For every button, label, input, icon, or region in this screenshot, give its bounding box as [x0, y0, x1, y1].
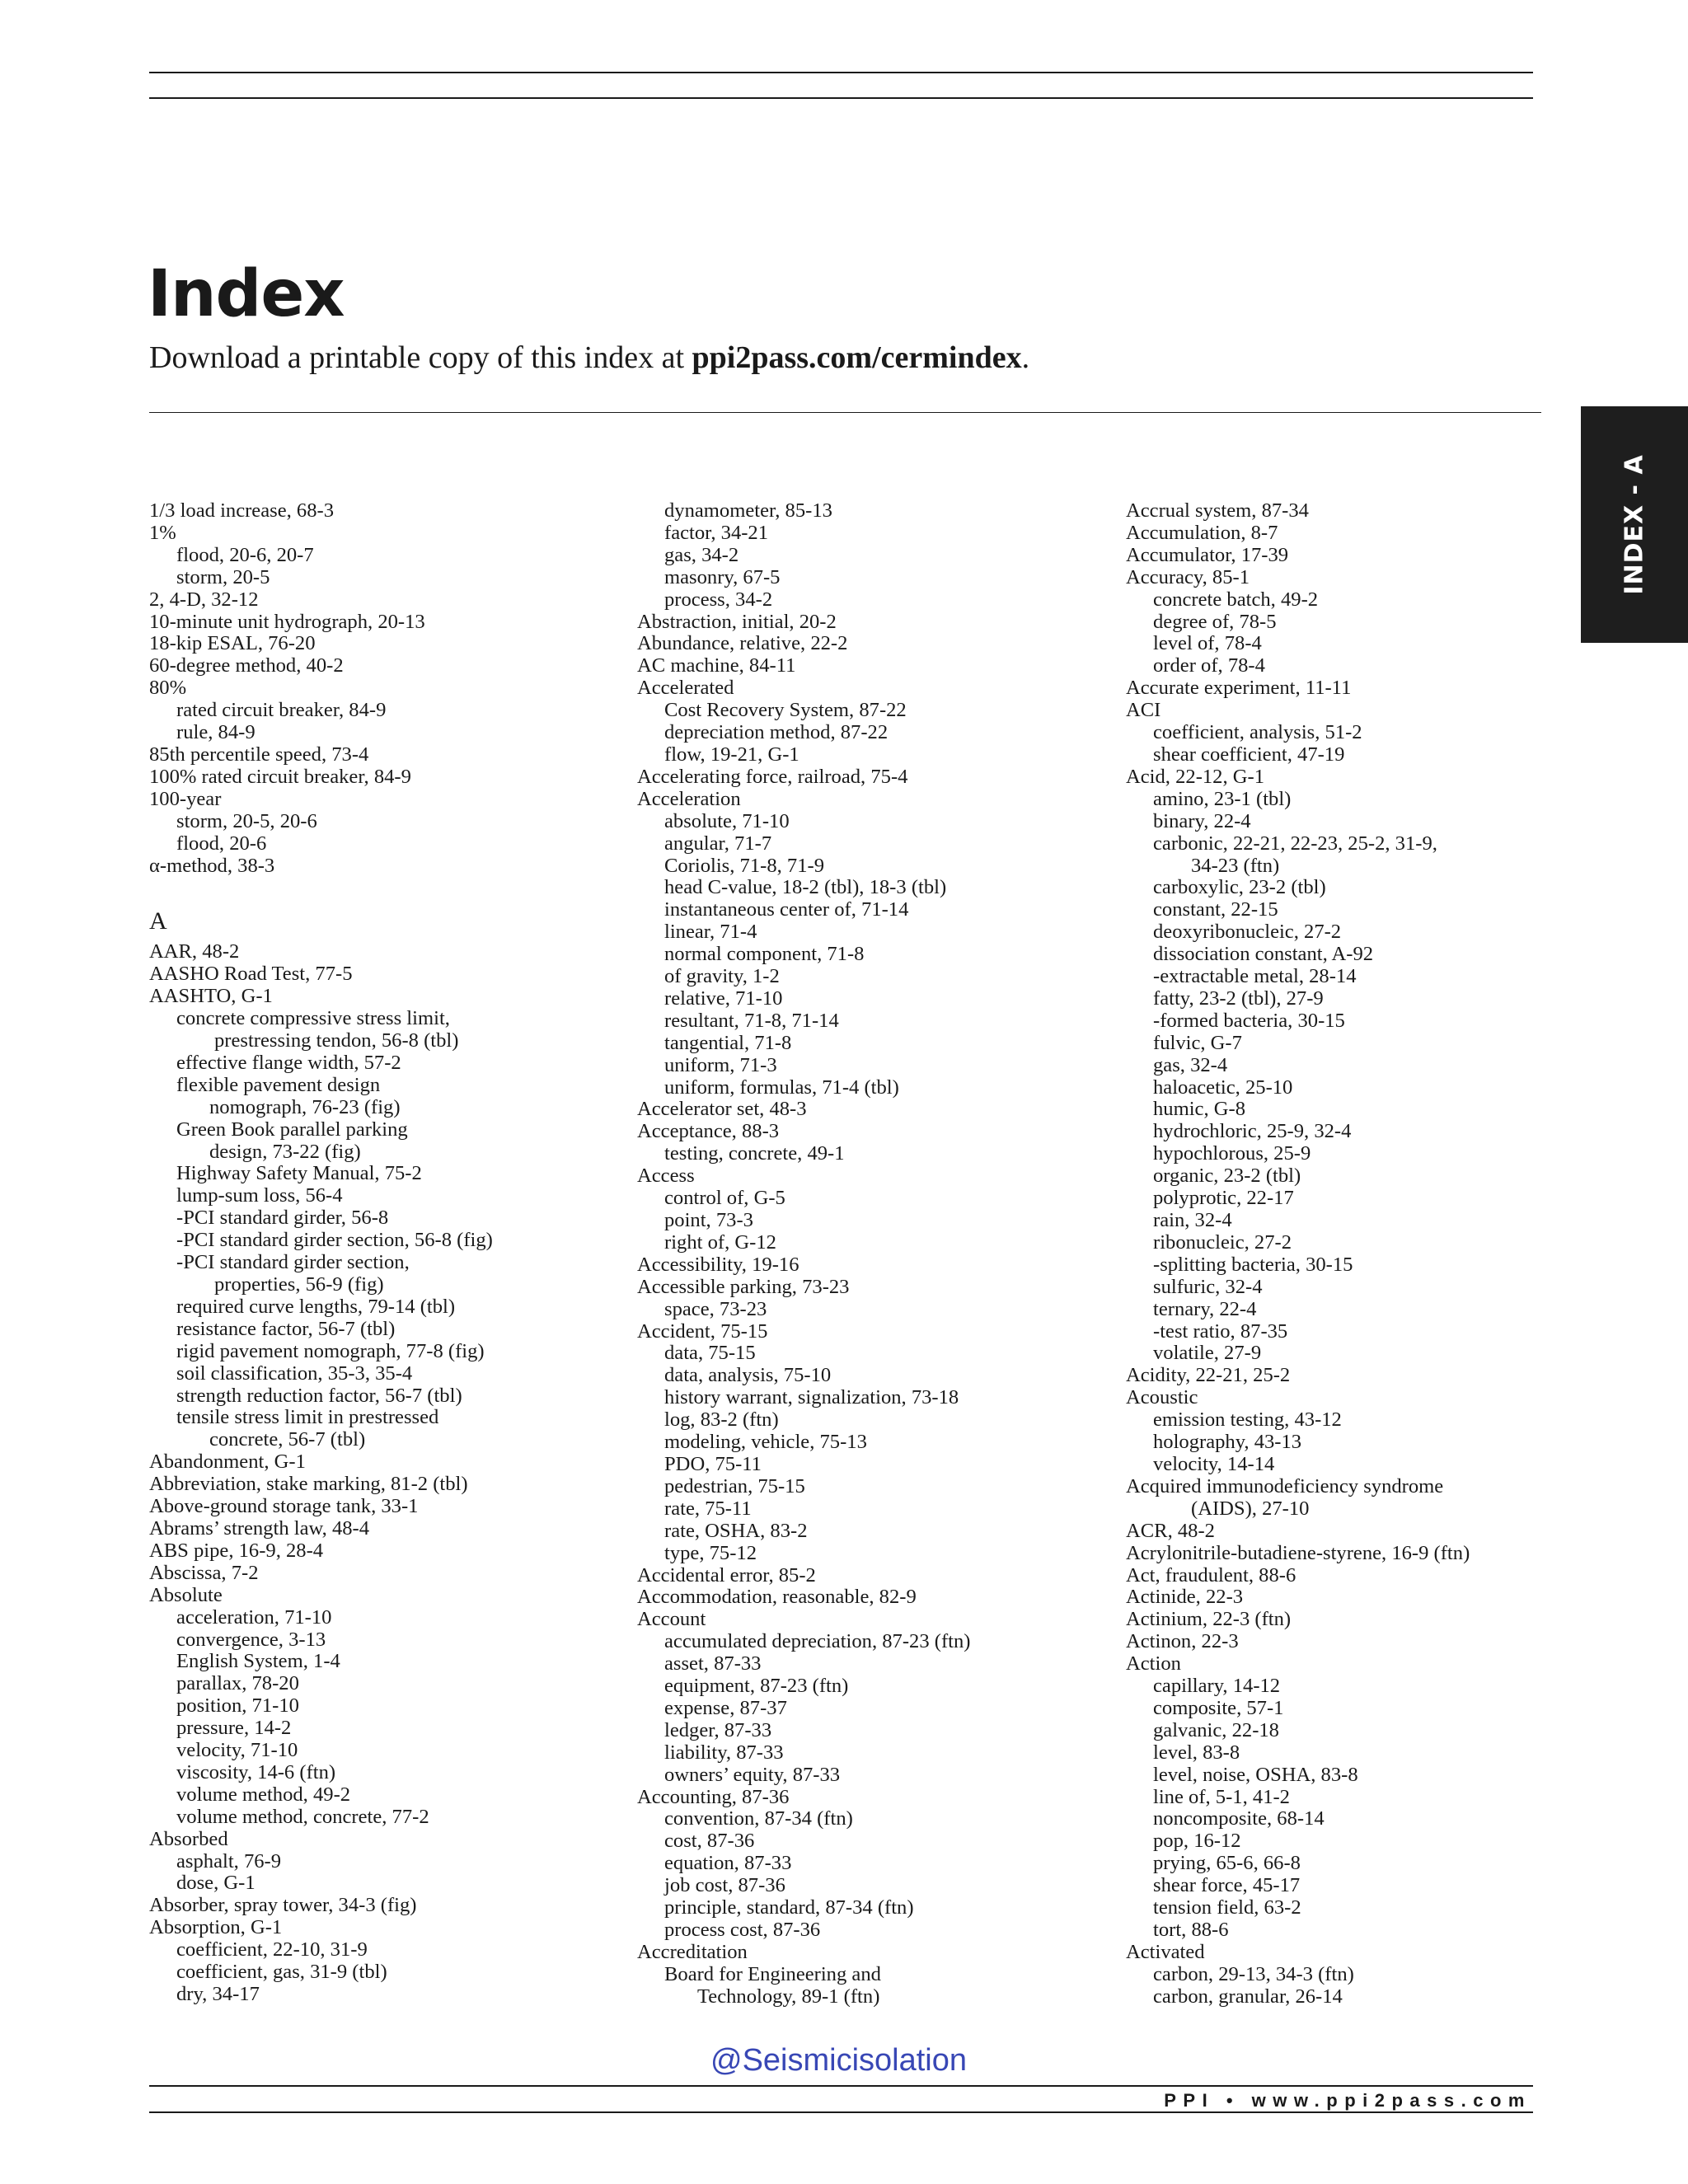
- index-subentry: uniform, formulas, 71-4 (tbl): [664, 1076, 899, 1099]
- index-subentry: degree of, 78-5: [1153, 610, 1277, 633]
- index-subentry: flood, 20-6: [176, 832, 267, 855]
- index-subentry: volume method, concrete, 77-2: [176, 1805, 429, 1828]
- index-entry: Accident, 75-15: [637, 1319, 768, 1343]
- index-subentry: prying, 65-6, 66-8: [1153, 1852, 1301, 1875]
- index-subentry: convergence, 3-13: [176, 1628, 326, 1651]
- index-subentry: rate, OSHA, 83-2: [664, 1519, 808, 1542]
- index-subentry: organic, 23-2 (tbl): [1153, 1165, 1301, 1188]
- index-entry: Accumulation, 8-7: [1126, 521, 1278, 544]
- index-subentry: flood, 20-6, 20-7: [176, 543, 314, 566]
- index-entry: Accrual system, 87-34: [1126, 499, 1309, 522]
- index-entry: α-method, 38-3: [149, 854, 275, 877]
- index-entry: 10-minute unit hydrograph, 20-13: [149, 610, 425, 633]
- index-subentry: ledger, 87-33: [664, 1718, 772, 1741]
- index-subentry: principle, standard, 87-34 (ftn): [664, 1896, 914, 1919]
- index-subentry: tension field, 63-2: [1153, 1896, 1301, 1919]
- index-entry: Accumulator, 17-39: [1126, 543, 1289, 566]
- index-entry: Absorber, spray tower, 34-3 (fig): [149, 1894, 417, 1917]
- index-subentry: dose, G-1: [176, 1872, 256, 1895]
- index-subentry: volatile, 27-9: [1153, 1342, 1262, 1365]
- index-entry: Acceptance, 88-3: [637, 1120, 780, 1143]
- index-entry: 1/3 load increase, 68-3: [149, 499, 334, 522]
- index-subentry: modeling, vehicle, 75-13: [664, 1431, 867, 1454]
- index-entry: Access: [637, 1165, 695, 1188]
- index-subentry: coefficient, gas, 31-9 (tbl): [176, 1961, 387, 1984]
- index-subentry: relative, 71-10: [664, 987, 783, 1010]
- index-entry: Accounting, 87-36: [637, 1785, 790, 1808]
- index-entry: Acid, 22-12, G-1: [1126, 765, 1265, 788]
- index-subentry: velocity, 71-10: [176, 1739, 298, 1762]
- index-entry: Action: [1126, 1652, 1181, 1675]
- index-entry: Abrams’ strength law, 48-4: [149, 1516, 370, 1540]
- index-subentry: position, 71-10: [176, 1694, 299, 1718]
- index-subentry: lump-sum loss, 56-4: [176, 1184, 343, 1207]
- index-entry: Acoustic: [1126, 1386, 1198, 1409]
- index-subentry: carbon, granular, 26-14: [1153, 1985, 1343, 2008]
- index-entry: 1%: [149, 521, 176, 544]
- index-entry: Acquired immunodeficiency syndrome: [1126, 1474, 1444, 1497]
- index-subentry: dissociation constant, A-92: [1153, 943, 1374, 966]
- download-note: [149, 338, 1029, 377]
- index-subentry: resultant, 71-8, 71-14: [664, 1009, 839, 1032]
- index-entry: ABS pipe, 16-9, 28-4: [149, 1539, 324, 1562]
- index-entry: Actinide, 22-3: [1126, 1586, 1244, 1609]
- index-subentry: depreciation method, 87-22: [664, 721, 889, 744]
- index-subentry: strength reduction factor, 56-7 (tbl): [176, 1384, 462, 1407]
- index-subentry: polyprotic, 22-17: [1153, 1187, 1294, 1210]
- index-subentry: masonry, 67-5: [664, 565, 781, 588]
- index-subentry: liability, 87-33: [664, 1741, 784, 1764]
- page-title: Index: [148, 257, 345, 331]
- index-subentry: carbonic, 22-21, 22-23, 25-2, 31-9,: [1153, 832, 1437, 855]
- index-subentry: control of, G-5: [664, 1187, 785, 1210]
- index-column-1: [149, 500, 627, 2006]
- index-subentry: soil classification, 35-3, 35-4: [176, 1361, 413, 1385]
- index-entry: 85th percentile speed, 73-4: [149, 743, 369, 766]
- index-subentry: volume method, 49-2: [176, 1783, 351, 1806]
- index-section-letter: A: [149, 907, 167, 935]
- index-subentry: concrete compressive stress limit,: [176, 1007, 450, 1030]
- header-divider: [149, 412, 1541, 413]
- index-subentry: PDO, 75-11: [664, 1452, 762, 1475]
- index-subentry: carboxylic, 23-2 (tbl): [1153, 876, 1326, 899]
- index-subentry: right of, G-12: [664, 1230, 776, 1254]
- index-subentry: amino, 23-1 (tbl): [1153, 787, 1292, 810]
- index-subentry: tangential, 71-8: [664, 1031, 792, 1054]
- index-subentry: owners’ equity, 87-33: [664, 1763, 841, 1786]
- index-subentry: ternary, 22-4: [1153, 1297, 1257, 1320]
- index-subentry: ribonucleic, 27-2: [1153, 1230, 1292, 1254]
- index-subentry: 34-23 (ftn): [1191, 854, 1280, 877]
- index-subentry: concrete, 56-7 (tbl): [209, 1428, 366, 1451]
- index-subentry: Green Book parallel parking: [176, 1118, 408, 1141]
- index-subentry: level, 83-8: [1153, 1741, 1240, 1764]
- index-subentry: required curve lengths, 79-14 (tbl): [176, 1295, 456, 1318]
- index-subentry: flow, 19-21, G-1: [664, 743, 799, 766]
- download-link[interactable]: ppi2pass.com/cermindex: [692, 340, 1022, 375]
- index-subentry: angular, 71-7: [664, 832, 772, 855]
- footer-rule-bottom: [149, 2111, 1533, 2113]
- index-subentry: flexible pavement design: [176, 1073, 381, 1096]
- index-subentry: cost, 87-36: [664, 1830, 755, 1853]
- index-subentry: design, 73-22 (fig): [209, 1140, 361, 1163]
- index-subentry: acceleration, 71-10: [176, 1605, 332, 1629]
- index-subentry: coefficient, 22-10, 31-9: [176, 1938, 368, 1961]
- index-entry: Abstraction, initial, 20-2: [637, 610, 837, 633]
- index-entry: Accurate experiment, 11-11: [1126, 677, 1352, 700]
- index-subentry: -splitting bacteria, 30-15: [1153, 1253, 1353, 1276]
- index-entry: 18-kip ESAL, 76-20: [149, 632, 316, 655]
- index-subentry: pedestrian, 75-15: [664, 1474, 805, 1497]
- index-subentry: gas, 34-2: [664, 543, 739, 566]
- index-subentry: (AIDS), 27-10: [1191, 1497, 1310, 1520]
- index-subentry: data, analysis, 75-10: [664, 1364, 832, 1387]
- index-subentry: constant, 22-15: [1153, 898, 1278, 921]
- footer-publisher: PPI • www.ppi2pass.com: [1164, 2090, 1531, 2111]
- index-subentry: hypochlorous, 25-9: [1153, 1142, 1311, 1165]
- index-subentry: velocity, 14-14: [1153, 1452, 1275, 1475]
- index-entry: Accreditation: [637, 1940, 748, 1963]
- index-entry: Absorbed: [149, 1827, 228, 1850]
- index-subentry: log, 83-2 (ftn): [664, 1408, 779, 1432]
- index-subentry: emission testing, 43-12: [1153, 1408, 1342, 1432]
- index-subentry: Coriolis, 71-8, 71-9: [664, 854, 825, 877]
- index-subentry: Board for Engineering and: [664, 1962, 881, 1985]
- index-subentry: Highway Safety Manual, 75-2: [176, 1162, 422, 1185]
- index-subentry: convention, 87-34 (ftn): [664, 1807, 853, 1830]
- index-subentry: concrete batch, 49-2: [1153, 588, 1319, 611]
- index-subentry: nomograph, 76-23 (fig): [209, 1095, 401, 1118]
- index-subentry: coefficient, analysis, 51-2: [1153, 721, 1362, 744]
- index-entry: AASHO Road Test, 77-5: [149, 963, 353, 986]
- download-note-suffix: .: [1021, 340, 1030, 375]
- index-subentry: capillary, 14-12: [1153, 1675, 1281, 1698]
- index-entry: 100-year: [149, 787, 222, 810]
- index-entry: 80%: [149, 677, 187, 700]
- index-subentry: pressure, 14-2: [176, 1717, 292, 1740]
- index-subentry: rain, 32-4: [1153, 1209, 1232, 1231]
- index-entry: Activated: [1126, 1940, 1205, 1963]
- index-entry: Accessible parking, 73-23: [637, 1275, 850, 1298]
- index-subentry: dry, 34-17: [176, 1983, 260, 2005]
- index-subentry: of gravity, 1-2: [664, 965, 780, 988]
- index-column-3: [1126, 500, 1604, 2008]
- index-subentry: galvanic, 22-18: [1153, 1718, 1279, 1741]
- index-subentry: asset, 87-33: [664, 1652, 762, 1675]
- index-entry: Abundance, relative, 22-2: [637, 632, 848, 655]
- top-rule: [149, 72, 1533, 73]
- index-section-tab-label: INDEX - A: [1620, 454, 1649, 595]
- index-entry: Accessibility, 19-16: [637, 1253, 799, 1276]
- index-subentry: shear coefficient, 47-19: [1153, 743, 1345, 766]
- index-subentry: gas, 32-4: [1153, 1053, 1228, 1076]
- index-subentry: asphalt, 76-9: [176, 1849, 282, 1872]
- index-entry: ACI: [1126, 699, 1161, 722]
- index-subentry: storm, 20-5, 20-6: [176, 809, 317, 832]
- index-subentry: level of, 78-4: [1153, 632, 1262, 655]
- index-subentry: English System, 1-4: [176, 1650, 340, 1673]
- index-entry: Abandonment, G-1: [149, 1451, 306, 1474]
- index-subentry: holography, 43-13: [1153, 1431, 1302, 1454]
- index-subentry: space, 73-23: [664, 1297, 767, 1320]
- index-subentry: expense, 87-37: [664, 1696, 787, 1719]
- index-subentry: prestressing tendon, 56-8 (tbl): [214, 1029, 459, 1052]
- index-entry: Actinon, 22-3: [1126, 1630, 1239, 1653]
- index-subentry: accumulated depreciation, 87-23 (ftn): [664, 1630, 971, 1653]
- index-entry: AASHTO, G-1: [149, 985, 273, 1008]
- index-entry: Acidity, 22-21, 25-2: [1126, 1364, 1291, 1387]
- index-entry: Accelerator set, 48-3: [637, 1098, 807, 1121]
- index-subentry: rigid pavement nomograph, 77-8 (fig): [176, 1339, 485, 1362]
- index-subentry: shear force, 45-17: [1153, 1874, 1301, 1897]
- index-subentry: rated circuit breaker, 84-9: [176, 699, 387, 722]
- index-subentry: deoxyribonucleic, 27-2: [1153, 921, 1342, 944]
- index-subentry: type, 75-12: [664, 1541, 757, 1564]
- index-subentry: carbon, 29-13, 34-3 (ftn): [1153, 1962, 1354, 1985]
- index-entry: Accelerated: [637, 677, 734, 700]
- index-subentry: -extractable metal, 28-14: [1153, 965, 1357, 988]
- index-subentry: -formed bacteria, 30-15: [1153, 1009, 1345, 1032]
- index-column-2: [637, 500, 1115, 2008]
- footer-rule-top: [149, 2085, 1533, 2087]
- index-entry: 2, 4-D, 32-12: [149, 588, 259, 611]
- index-entry: Absorption, G-1: [149, 1916, 283, 1939]
- index-subentry: linear, 71-4: [664, 921, 757, 944]
- index-subentry: absolute, 71-10: [664, 809, 790, 832]
- index-entry: Accommodation, reasonable, 82-9: [637, 1586, 917, 1609]
- index-entry: 100% rated circuit breaker, 84-9: [149, 765, 411, 788]
- index-subentry: sulfuric, 32-4: [1153, 1275, 1263, 1298]
- index-subentry: Cost Recovery System, 87-22: [664, 699, 907, 722]
- index-entry: Abscissa, 7-2: [149, 1561, 259, 1584]
- index-subentry: process cost, 87-36: [664, 1919, 821, 1941]
- index-subentry: effective flange width, 57-2: [176, 1051, 401, 1074]
- index-subentry: storm, 20-5: [176, 565, 270, 588]
- index-subentry: history warrant, signalization, 73-18: [664, 1386, 959, 1409]
- index-entry: 60-degree method, 40-2: [149, 654, 344, 677]
- index-entry: Account: [637, 1608, 706, 1631]
- index-entry: ACR, 48-2: [1126, 1519, 1215, 1542]
- index-entry: Acceleration: [637, 787, 741, 810]
- index-subentry: hydrochloric, 25-9, 32-4: [1153, 1120, 1352, 1143]
- index-subentry: process, 34-2: [664, 588, 773, 611]
- index-entry: Actinium, 22-3 (ftn): [1126, 1608, 1292, 1631]
- index-subentry: tort, 88-6: [1153, 1919, 1229, 1941]
- index-subentry: parallax, 78-20: [176, 1672, 299, 1695]
- index-subentry: factor, 34-21: [664, 521, 769, 544]
- index-entry: Accelerating force, railroad, 75-4: [637, 765, 908, 788]
- index-entry: Above-ground storage tank, 33-1: [149, 1495, 419, 1518]
- index-subentry: noncomposite, 68-14: [1153, 1807, 1325, 1830]
- index-subentry: pop, 16-12: [1153, 1830, 1241, 1853]
- index-subentry: fatty, 23-2 (tbl), 27-9: [1153, 987, 1324, 1010]
- index-subentry: data, 75-15: [664, 1342, 756, 1365]
- index-subentry: rate, 75-11: [664, 1497, 752, 1520]
- index-entry: AAR, 48-2: [149, 940, 240, 963]
- index-subentry: job cost, 87-36: [664, 1874, 785, 1897]
- index-subentry: equipment, 87-23 (ftn): [664, 1675, 849, 1698]
- index-subentry: uniform, 71-3: [664, 1053, 777, 1076]
- index-entry: Absolute: [149, 1583, 223, 1606]
- index-subentry: humic, G-8: [1153, 1098, 1246, 1121]
- download-note-text: Download a printable copy of this index at: [149, 340, 692, 375]
- index-subentry: Technology, 89-1 (ftn): [697, 1985, 880, 2008]
- index-subentry: -PCI standard girder section,: [176, 1251, 410, 1274]
- index-entry: Acrylonitrile-butadiene-styrene, 16-9 (ftn): [1126, 1541, 1470, 1564]
- index-entry: Accidental error, 85-2: [637, 1563, 816, 1586]
- index-subentry: -test ratio, 87-35: [1153, 1319, 1288, 1343]
- index-subentry: -PCI standard girder, 56-8: [176, 1207, 389, 1230]
- index-subentry: composite, 57-1: [1153, 1696, 1284, 1719]
- index-entry: Accuracy, 85-1: [1126, 565, 1250, 588]
- index-subentry: viscosity, 14-6 (ftn): [176, 1760, 336, 1783]
- index-subentry: rule, 84-9: [176, 721, 256, 744]
- top-rule-secondary: [149, 97, 1533, 99]
- index-subentry: testing, concrete, 49-1: [664, 1142, 845, 1165]
- index-entry: Act, fraudulent, 88-6: [1126, 1563, 1296, 1586]
- index-subentry: binary, 22-4: [1153, 809, 1251, 832]
- watermark: @Seismicisolation: [710, 2043, 968, 2078]
- index-subentry: fulvic, G-7: [1153, 1031, 1242, 1054]
- index-subentry: instantaneous center of, 71-14: [664, 898, 909, 921]
- index-subentry: haloacetic, 25-10: [1153, 1076, 1293, 1099]
- index-subentry: tensile stress limit in prestressed: [176, 1406, 439, 1429]
- index-subentry: point, 73-3: [664, 1209, 753, 1231]
- index-subentry: line of, 5-1, 41-2: [1153, 1785, 1290, 1808]
- index-subentry: equation, 87-33: [664, 1852, 792, 1875]
- index-subentry: order of, 78-4: [1153, 654, 1265, 677]
- index-entry: AC machine, 84-11: [637, 654, 796, 677]
- index-subentry: dynamometer, 85-13: [664, 499, 832, 522]
- index-subentry: -PCI standard girder section, 56-8 (fig): [176, 1229, 493, 1252]
- index-subentry: properties, 56-9 (fig): [214, 1273, 384, 1296]
- index-subentry: level, noise, OSHA, 83-8: [1153, 1763, 1358, 1786]
- index-subentry: normal component, 71-8: [664, 943, 865, 966]
- index-subentry: resistance factor, 56-7 (tbl): [176, 1317, 396, 1340]
- index-subentry: head C-value, 18-2 (tbl), 18-3 (tbl): [664, 876, 947, 899]
- index-entry: Abbreviation, stake marking, 81-2 (tbl): [149, 1473, 468, 1496]
